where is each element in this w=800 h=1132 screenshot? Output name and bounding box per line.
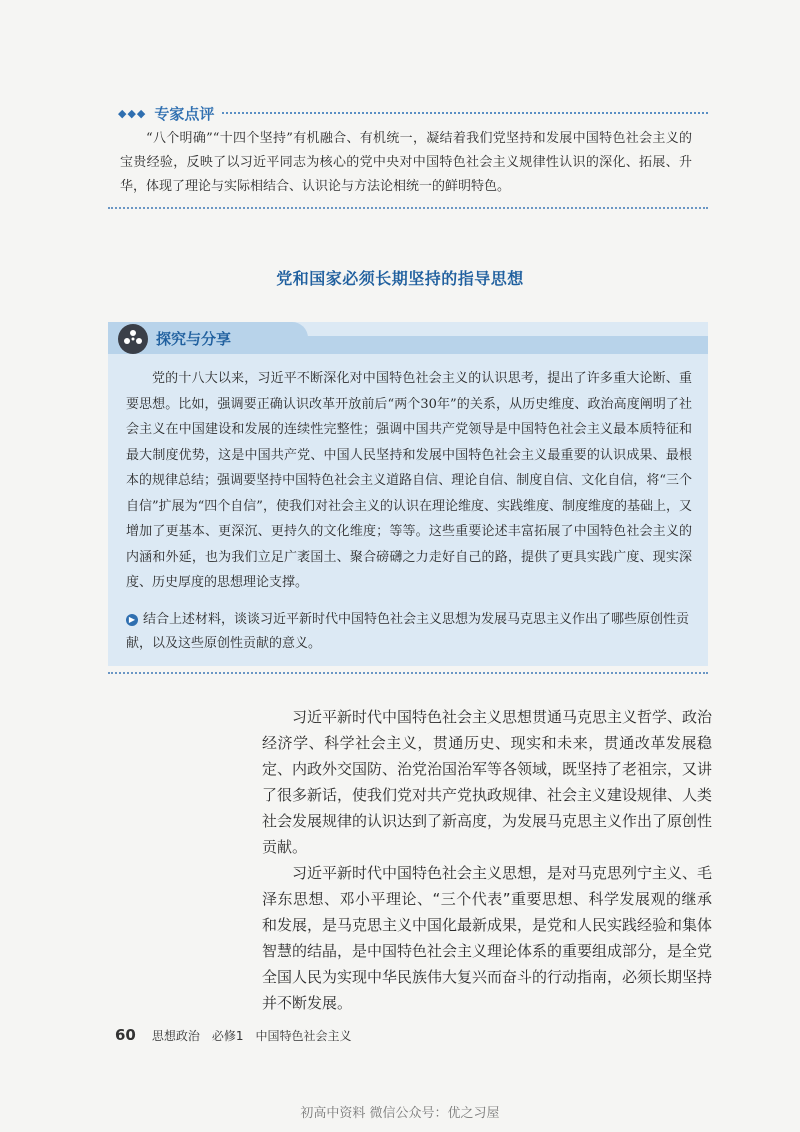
explore-share-title: 探究与分享 bbox=[156, 330, 232, 348]
film-reel-icon bbox=[118, 324, 148, 354]
main-text bbox=[262, 704, 712, 1016]
dotted-divider bbox=[222, 112, 708, 114]
section-heading: 党和国家必须长期坚持的指导思想 bbox=[276, 269, 524, 288]
page-footer bbox=[115, 1026, 352, 1044]
watermark-text: 初高中资料 微信公众号：优之习屋 bbox=[300, 1106, 500, 1121]
discussion-question bbox=[126, 608, 692, 656]
arrow-circle-icon: ▶ bbox=[126, 614, 138, 626]
dotted-divider bbox=[108, 207, 708, 209]
expert-review-header bbox=[118, 103, 708, 123]
expert-review-title: 专家点评 bbox=[154, 104, 215, 123]
book-title: 思想政治 必修1 中国特色社会主义 bbox=[151, 1029, 352, 1043]
dotted-divider bbox=[108, 672, 708, 674]
discussion-question-text: 结合上述材料，谈谈习近平新时代中国特色社会主义思想为发展马克思主义作出了哪些原创性贡献，以及这些原创性贡献的意义。 bbox=[126, 612, 690, 651]
expert-review-body: “八个明确”“十四个坚持”有机融合、有机统一，凝结着我们党坚持和发展中国特色社会主义的宝贵经验，反映了以习近平同志为核心的党中央对中国特色社会主义规律性认识的深化、拓展、升华，体现了理论与实际相结合、认识论与方法论相统一的鲜明特色。 bbox=[120, 131, 692, 194]
explore-share-body: 党的十八大以来，习近平不断深化对中国特色社会主义的认识思考，提出了许多重大论断、重要思想。比如，强调要正确认识改革开放前后“两个30年”的关系，从历史维度、政治高度阐明了社会主义在中国建设和发展的连续性完整性；强调中国共产党领导是中国特色社会主义最本质特征和最大制度优势，这是中国共产党、中国人民坚持和发展中国特色社会主义最重要的认识成果、最根本的规律总结；强调要坚持中国特色社会主义道路自信、理论自信、制度自信、文化自信，将“三个自信”扩展为“四个自信”，使我们对社会主义的认识在理论维度、实践维度、制度维度的基础上，又增加了更基本、更深沉、更持久的文化维度；等等。这些重要论述丰富拓展了中国特色社会主义的内涵和外延，也为我们立足广袤国土、聚合磅礴之力走好自己的路，提供了更具实践广度、现实深度、历史厚度的思想理论支撑。 bbox=[126, 371, 692, 590]
page-number: 60 bbox=[115, 1026, 136, 1044]
three-diamonds-icon: ◆◆◆ bbox=[118, 106, 147, 120]
main-paragraph-1: 习近平新时代中国特色社会主义思想贯通马克思主义哲学、政治经济学、科学社会主义，贯通历史、现实和未来，贯通改革发展稳定、内政外交国防、治党治国治军等各领域，既坚持了老祖宗，又讲了很多新话，使我们党对共产党执政规律、社会主义建设规律、人类社会发展规律的认识达到了新高度，为发展马克思主义作出了原创性贡献。 bbox=[262, 708, 713, 856]
main-paragraph-2: 习近平新时代中国特色社会主义思想，是对马克思列宁主义、毛泽东思想、邓小平理论、“三个代表”重要思想、科学发展观的继承和发展，是马克思主义中国化最新成果，是党和人民实践经验和集体智慧的结晶，是中国特色社会主义理论体系的重要组成部分，是全党全国人民为实现中华民族伟大复兴而奋斗的行动指南，必须长期坚持并不断发展。 bbox=[262, 864, 713, 1012]
